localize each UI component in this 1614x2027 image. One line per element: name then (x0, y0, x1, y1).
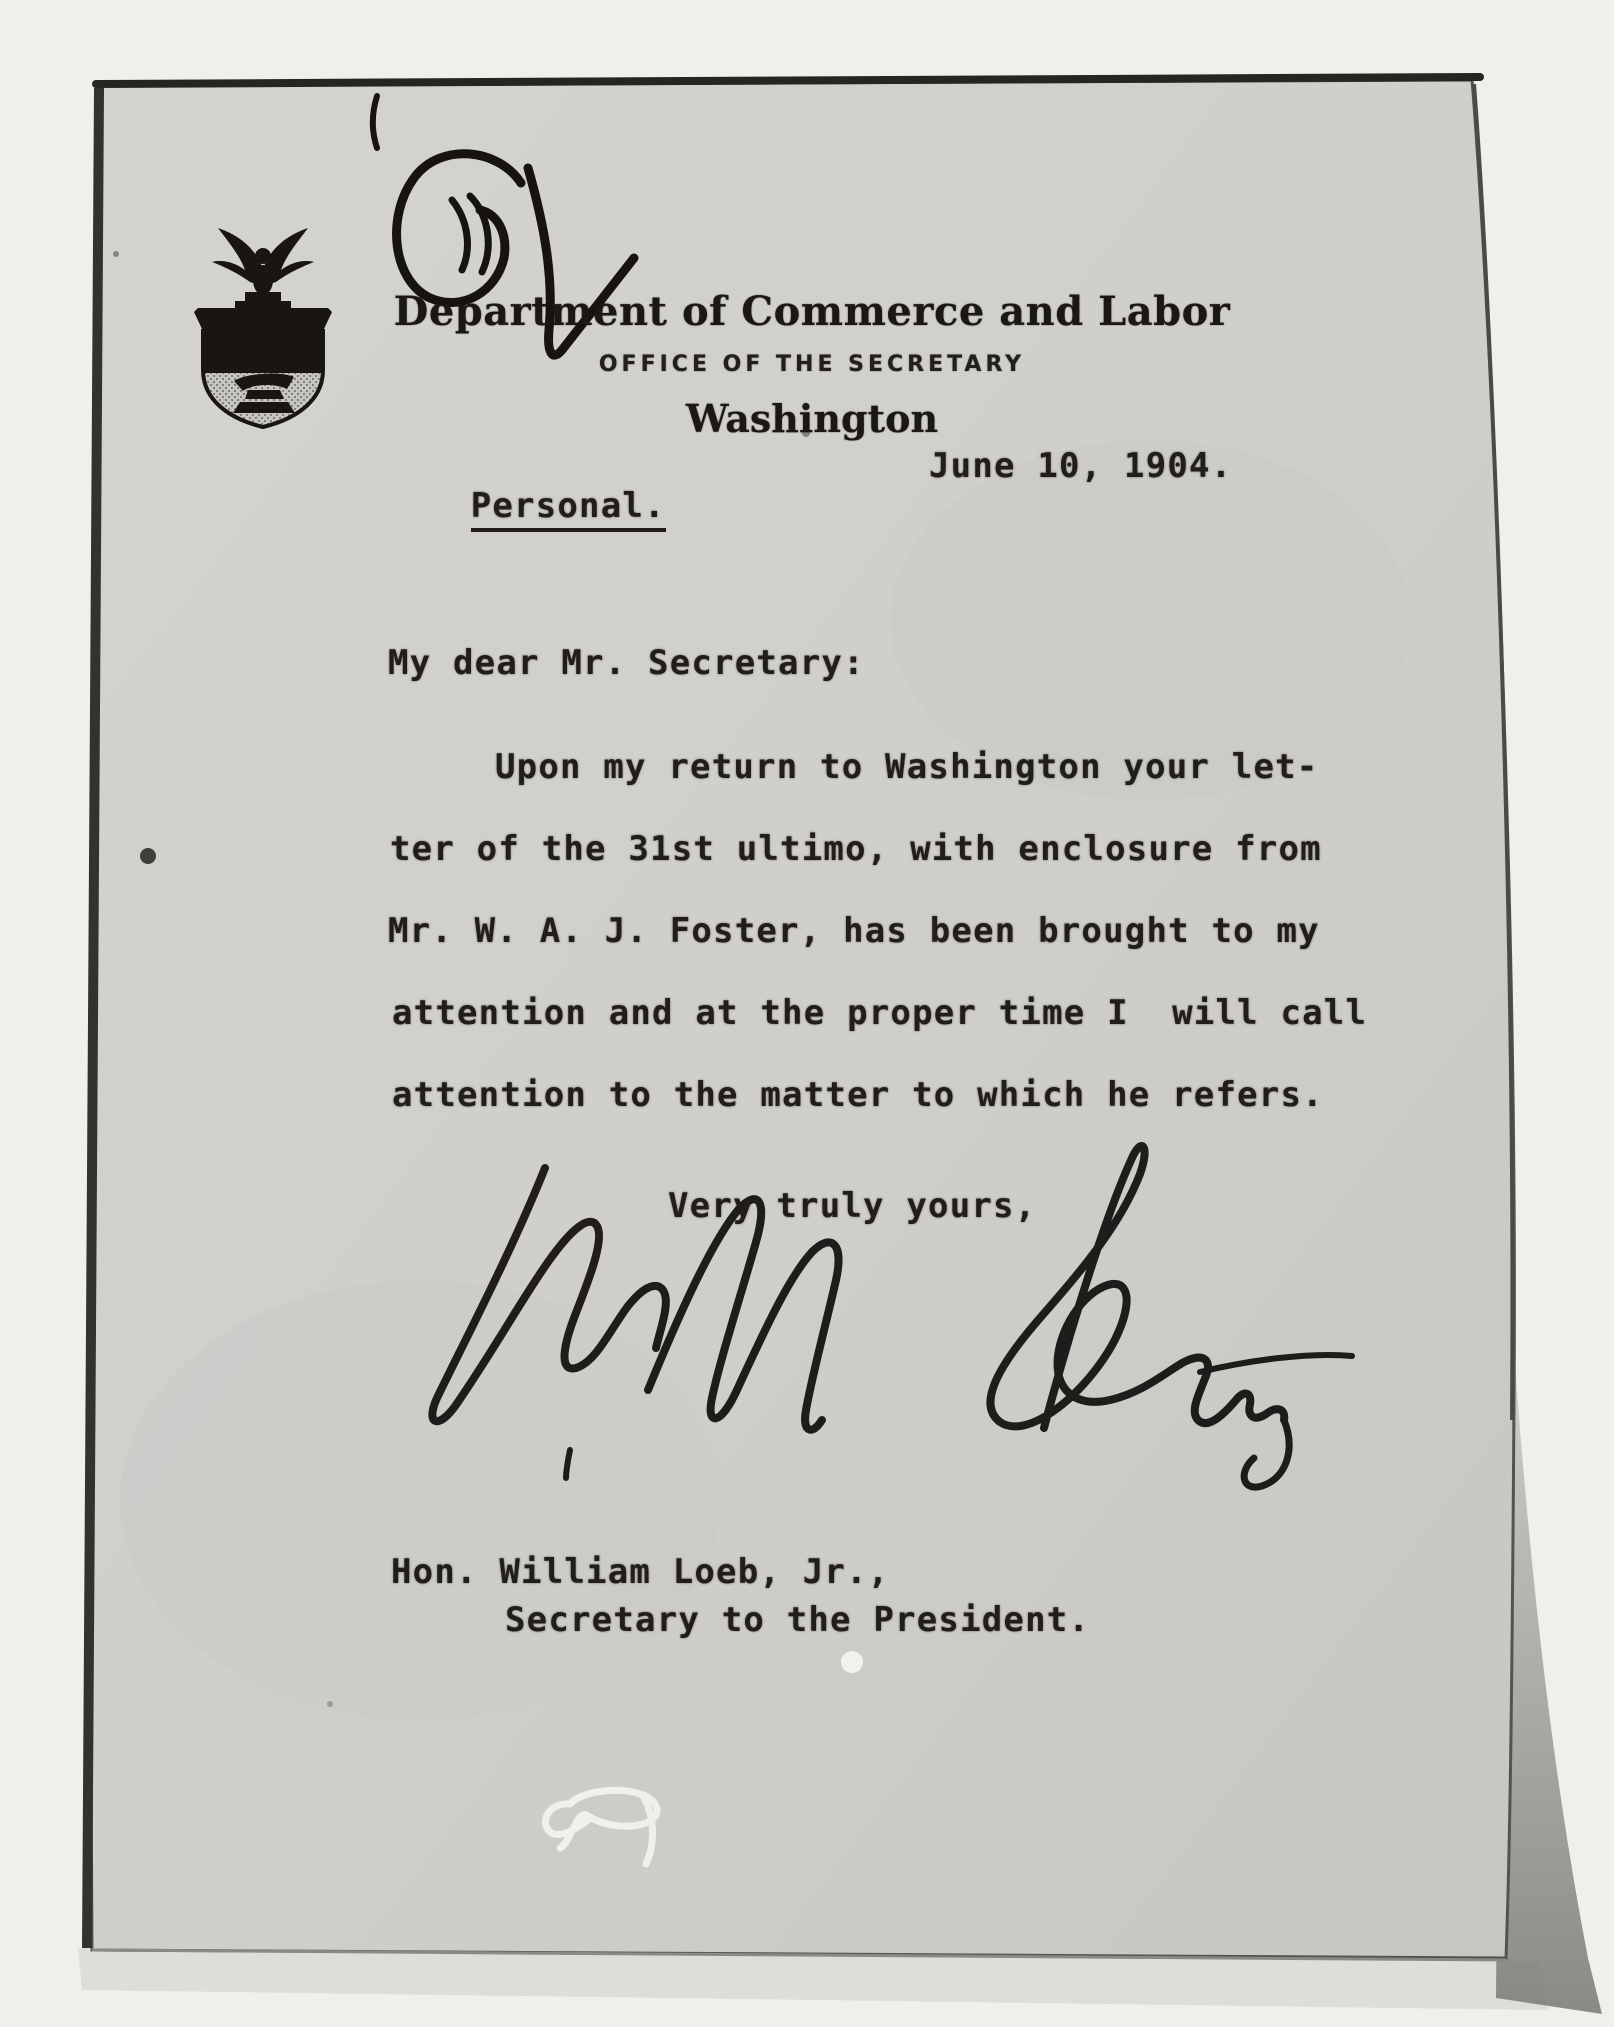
department-title: Department of Commerce and Labor (393, 288, 1231, 335)
paper-mottle (890, 440, 1410, 800)
office-subtitle: OFFICE OF THE SECRETARY (598, 352, 1026, 377)
paper-mottle (120, 1280, 720, 1720)
letterhead-city (357, 396, 1267, 441)
body-line: Upon my return to Washington your let- (495, 747, 1319, 787)
recipient-name: Hon. William Loeb, Jr., (391, 1552, 890, 1592)
white-blemish (841, 1651, 863, 1673)
salutation: My dear Mr. Secretary: (388, 643, 865, 683)
letterhead-office (357, 352, 1267, 377)
white-blemish (140, 848, 156, 864)
dust-speck (113, 251, 119, 257)
recipient-title: Secretary to the President. (505, 1600, 1091, 1640)
body-line: attention to the matter to which he refers. (392, 1075, 1324, 1115)
letterhead-department (357, 288, 1267, 335)
classification-label: Personal. (384, 446, 666, 572)
body-line: ter of the 31st ultimo, with enclosure from (390, 829, 1322, 869)
body-line: attention and at the proper time I will call (392, 993, 1368, 1033)
body-line: Mr. W. A. J. Foster, has been brought to my (388, 911, 1320, 951)
date-line: June 10, 1904. (929, 446, 1233, 486)
closing-line: Very truly yours, (668, 1186, 1037, 1226)
dust-speck (327, 1701, 333, 1707)
city-line: Washington (685, 396, 939, 441)
